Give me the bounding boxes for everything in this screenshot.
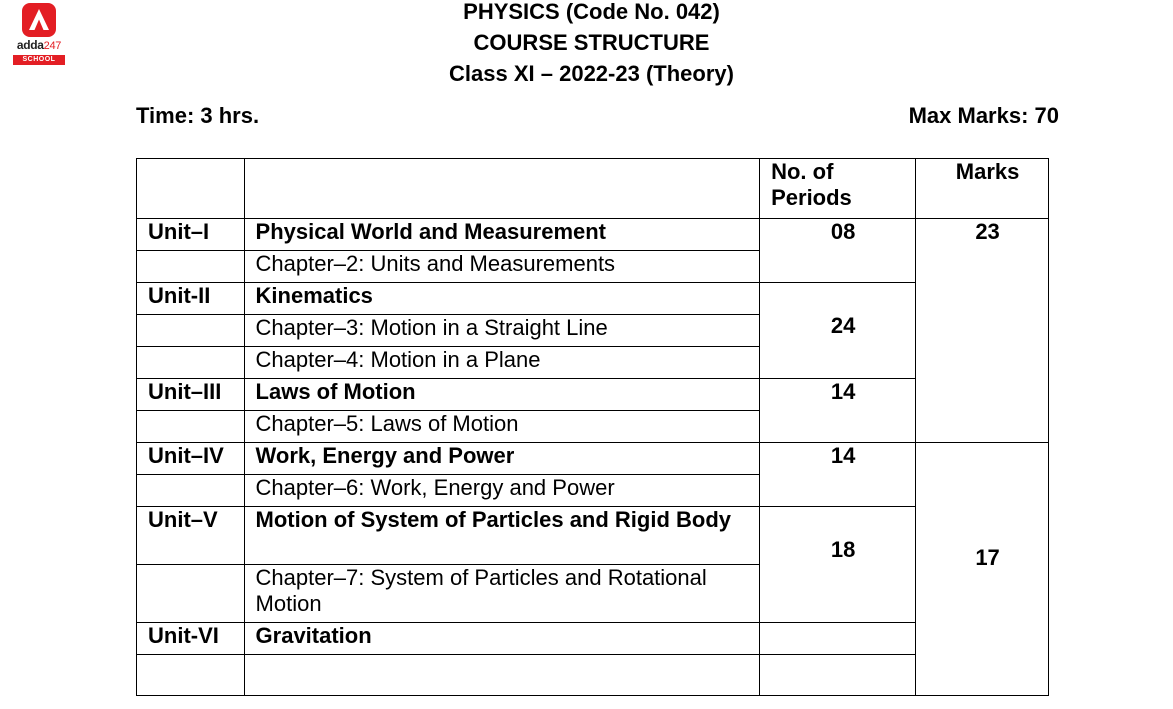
unit-label: Unit-VI — [137, 623, 245, 655]
unit-periods — [760, 623, 916, 655]
header-periods: No. of Periods — [760, 159, 916, 219]
unit-label: Unit-II — [137, 283, 245, 315]
chapter-title: Chapter–3: Motion in a Straight Line — [244, 315, 760, 347]
unit-title: Motion of System of Particles and Rigid Body — [244, 507, 760, 565]
unit-periods: 14 — [760, 443, 916, 507]
exam-time: Time: 3 hrs. — [136, 103, 260, 128]
table-row — [137, 655, 1049, 696]
structure-title: COURSE STRUCTURE — [473, 30, 710, 55]
unit-periods-empty — [760, 655, 916, 696]
logo-brand: adda — [16, 38, 44, 52]
table-row — [137, 283, 1049, 315]
unit-label-empty — [137, 565, 245, 623]
unit-label-empty — [137, 411, 245, 443]
unit-label-empty — [137, 655, 245, 696]
subject-title: PHYSICS (Code No. 042) — [463, 0, 720, 24]
header-unit-cell — [137, 159, 245, 219]
unit-label: Unit–I — [137, 219, 245, 251]
unit-label-empty — [137, 315, 245, 347]
marks-group: 23 — [916, 219, 1049, 443]
logo-brand-number: 247 — [43, 40, 62, 52]
unit-title: Laws of Motion — [244, 379, 760, 411]
unit-periods: 24 — [760, 283, 916, 379]
header-topic-cell — [244, 159, 760, 219]
chapter-title-empty — [244, 655, 760, 696]
unit-title: Physical World and Measurement — [244, 219, 760, 251]
unit-title: Work, Energy and Power — [244, 443, 760, 475]
unit-periods: 14 — [760, 379, 916, 443]
unit-label: Unit–IV — [137, 443, 245, 475]
chapter-title: Chapter–5: Laws of Motion — [244, 411, 760, 443]
table-row — [137, 623, 1049, 655]
chapter-title: Chapter–2: Units and Measurements — [244, 251, 760, 283]
header-marks: Marks — [916, 159, 1049, 219]
unit-label: Unit–III — [137, 379, 245, 411]
chapter-title: Chapter–7: System of Particles and Rotational Motion — [244, 565, 760, 623]
table-row — [137, 443, 1049, 475]
class-title: Class XI – 2022-23 (Theory) — [449, 61, 734, 86]
table-row — [137, 219, 1049, 251]
unit-title: Kinematics — [244, 283, 760, 315]
unit-periods: 08 — [760, 219, 916, 283]
unit-label-empty — [137, 347, 245, 379]
max-marks: Max Marks: 70 — [908, 103, 1059, 128]
chapter-title: Chapter–6: Work, Energy and Power — [244, 475, 760, 507]
unit-periods: 18 — [760, 507, 916, 623]
unit-label-empty — [137, 251, 245, 283]
unit-label: Unit–V — [137, 507, 245, 565]
chapter-title: Chapter–4: Motion in a Plane — [244, 347, 760, 379]
table-row — [137, 507, 1049, 565]
course-structure-table — [136, 158, 1049, 696]
table-header-row — [137, 159, 1049, 219]
marks-group: 17 — [916, 443, 1049, 696]
unit-label-empty — [137, 475, 245, 507]
table-row — [137, 379, 1049, 411]
logo-badge: SCHOOL — [13, 55, 65, 65]
unit-title: Gravitation — [244, 623, 760, 655]
